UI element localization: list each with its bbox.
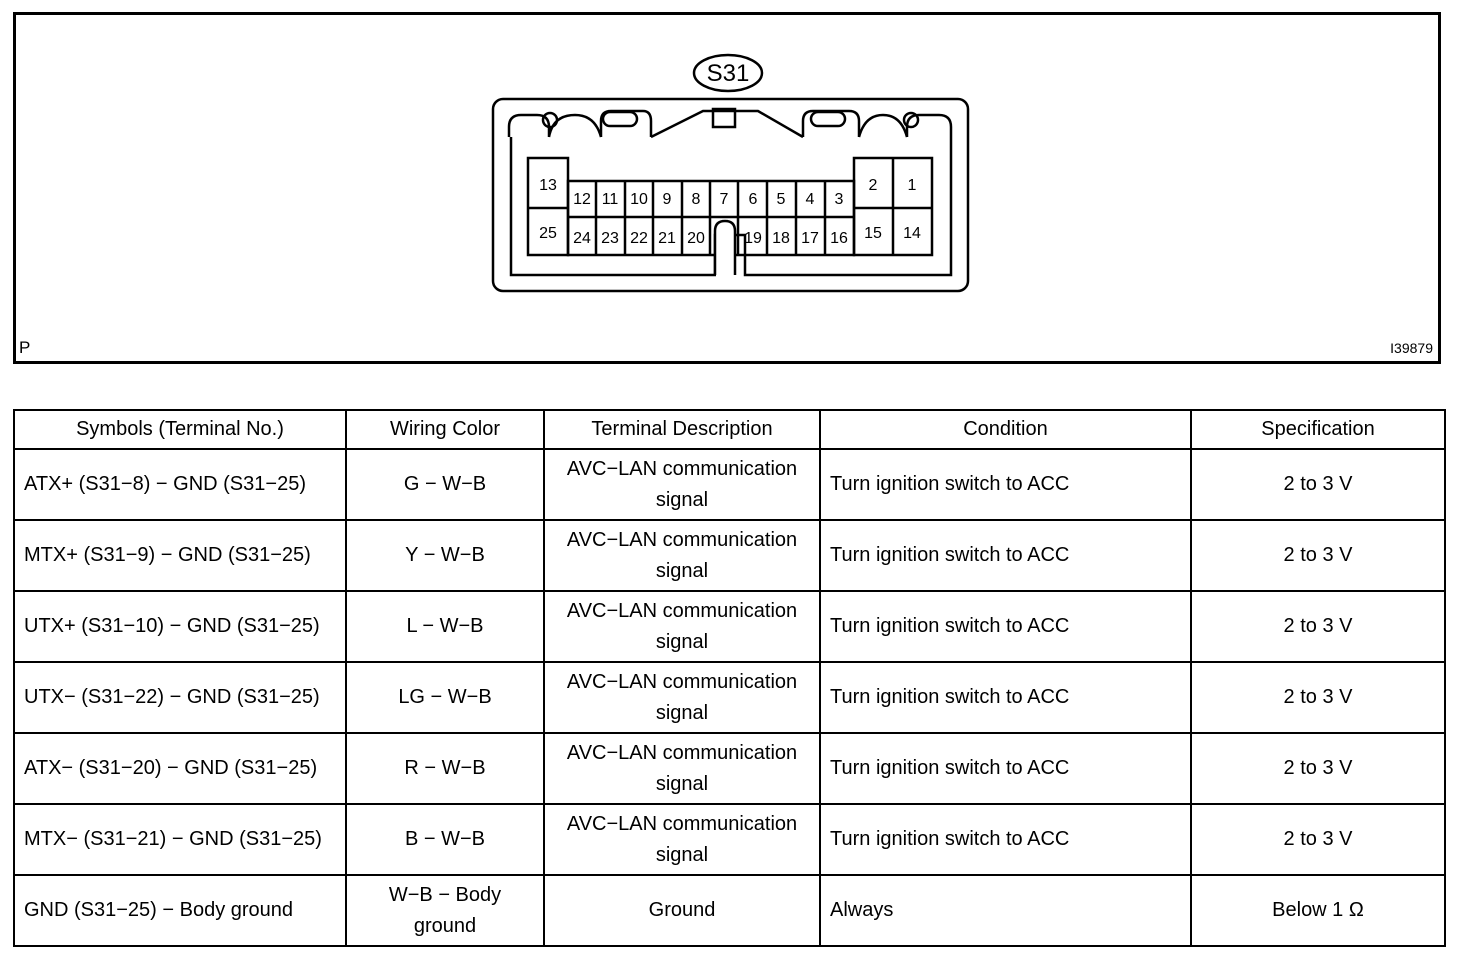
cell-symbols: MTX+ (S31−9) − GND (S31−25) bbox=[14, 520, 346, 591]
cell-specification: 2 to 3 V bbox=[1191, 449, 1445, 520]
cell-terminal-description: AVC−LAN communication signal bbox=[544, 520, 820, 591]
cell-terminal-description: AVC−LAN communication signal bbox=[544, 591, 820, 662]
header-specification: Specification bbox=[1191, 410, 1445, 449]
housing-hole-right bbox=[904, 113, 918, 127]
header-wiring-color: Wiring Color bbox=[346, 410, 544, 449]
terminal-20: 20 bbox=[687, 230, 705, 247]
terminal-2: 2 bbox=[868, 177, 878, 194]
terminal-15: 15 bbox=[864, 225, 882, 242]
table-row bbox=[14, 804, 1445, 875]
table-row bbox=[14, 520, 1445, 591]
table-row bbox=[14, 733, 1445, 804]
terminal-17: 17 bbox=[801, 230, 819, 247]
cell-wiring-color: LG − W−B bbox=[346, 662, 544, 733]
terminal-9: 9 bbox=[662, 191, 672, 208]
header-condition: Condition bbox=[820, 410, 1191, 449]
terminal-6: 6 bbox=[748, 191, 758, 208]
cell-condition: Always bbox=[820, 875, 1191, 946]
terminal-13: 13 bbox=[539, 177, 557, 194]
cell-terminal-description: Ground bbox=[544, 875, 820, 946]
table-row bbox=[14, 591, 1445, 662]
terminal-21: 21 bbox=[658, 230, 676, 247]
cell-terminal-description: AVC−LAN communication signal bbox=[544, 662, 820, 733]
cell-terminal-description: AVC−LAN communication signal bbox=[544, 804, 820, 875]
terminal-14: 14 bbox=[903, 225, 921, 242]
cell-specification: 2 to 3 V bbox=[1191, 591, 1445, 662]
terminal-18: 18 bbox=[772, 230, 790, 247]
header-terminal-description: Terminal Description bbox=[544, 410, 820, 449]
table-row bbox=[14, 875, 1445, 946]
terminal-22: 22 bbox=[630, 230, 648, 247]
terminal-4: 4 bbox=[805, 191, 815, 208]
terminal-10: 10 bbox=[630, 191, 648, 208]
cell-condition: Turn ignition switch to ACC bbox=[820, 662, 1191, 733]
cell-symbols: UTX− (S31−22) − GND (S31−25) bbox=[14, 662, 346, 733]
housing-slot-right bbox=[811, 112, 845, 126]
table-header-row bbox=[14, 410, 1445, 449]
cell-specification: 2 to 3 V bbox=[1191, 733, 1445, 804]
figure-id: I39879 bbox=[1390, 340, 1433, 356]
cell-wiring-color: Y − W−B bbox=[346, 520, 544, 591]
terminal-11: 11 bbox=[601, 191, 619, 208]
connector-label: S31 bbox=[706, 60, 750, 87]
cell-specification: Below 1 Ω bbox=[1191, 875, 1445, 946]
terminal-23: 23 bbox=[601, 230, 619, 247]
terminal-5: 5 bbox=[776, 191, 786, 208]
terminal-24: 24 bbox=[573, 230, 591, 247]
table-row bbox=[14, 449, 1445, 520]
connector-housing-inner bbox=[509, 111, 951, 137]
terminal-spec-table bbox=[13, 409, 1446, 947]
table-row bbox=[14, 662, 1445, 733]
terminal-7: 7 bbox=[719, 191, 729, 208]
terminal-3: 3 bbox=[834, 191, 844, 208]
terminal-12: 12 bbox=[573, 191, 591, 208]
cell-symbols: ATX− (S31−20) − GND (S31−25) bbox=[14, 733, 346, 804]
terminal-25: 25 bbox=[539, 225, 557, 242]
cell-symbols: ATX+ (S31−8) − GND (S31−25) bbox=[14, 449, 346, 520]
cell-terminal-description: AVC−LAN communication signal bbox=[544, 733, 820, 804]
header-symbols: Symbols (Terminal No.) bbox=[14, 410, 346, 449]
panel-code: P bbox=[19, 338, 31, 357]
cell-terminal-description: AVC−LAN communication signal bbox=[544, 449, 820, 520]
cell-symbols: GND (S31−25) − Body ground bbox=[14, 875, 346, 946]
cell-wiring-color: L − W−B bbox=[346, 591, 544, 662]
cell-wiring-color: B − W−B bbox=[346, 804, 544, 875]
terminal-19: 19 bbox=[744, 230, 762, 247]
cell-specification: 2 to 3 V bbox=[1191, 662, 1445, 733]
terminal-16: 16 bbox=[830, 230, 848, 247]
connector-diagram-panel bbox=[13, 12, 1441, 364]
cell-wiring-color: W−B − Body ground bbox=[346, 875, 544, 946]
housing-slot-left bbox=[603, 112, 637, 126]
cell-symbols: UTX+ (S31−10) − GND (S31−25) bbox=[14, 591, 346, 662]
terminal-8: 8 bbox=[691, 191, 701, 208]
terminal-1: 1 bbox=[907, 177, 917, 194]
cell-condition: Turn ignition switch to ACC bbox=[820, 804, 1191, 875]
cell-condition: Turn ignition switch to ACC bbox=[820, 520, 1191, 591]
cell-wiring-color: R − W−B bbox=[346, 733, 544, 804]
cell-specification: 2 to 3 V bbox=[1191, 804, 1445, 875]
connector-diagram bbox=[16, 15, 1438, 361]
cell-condition: Turn ignition switch to ACC bbox=[820, 449, 1191, 520]
cell-condition: Turn ignition switch to ACC bbox=[820, 591, 1191, 662]
cell-condition: Turn ignition switch to ACC bbox=[820, 733, 1191, 804]
cell-specification: 2 to 3 V bbox=[1191, 520, 1445, 591]
cell-wiring-color: G − W−B bbox=[346, 449, 544, 520]
cell-symbols: MTX− (S31−21) − GND (S31−25) bbox=[14, 804, 346, 875]
